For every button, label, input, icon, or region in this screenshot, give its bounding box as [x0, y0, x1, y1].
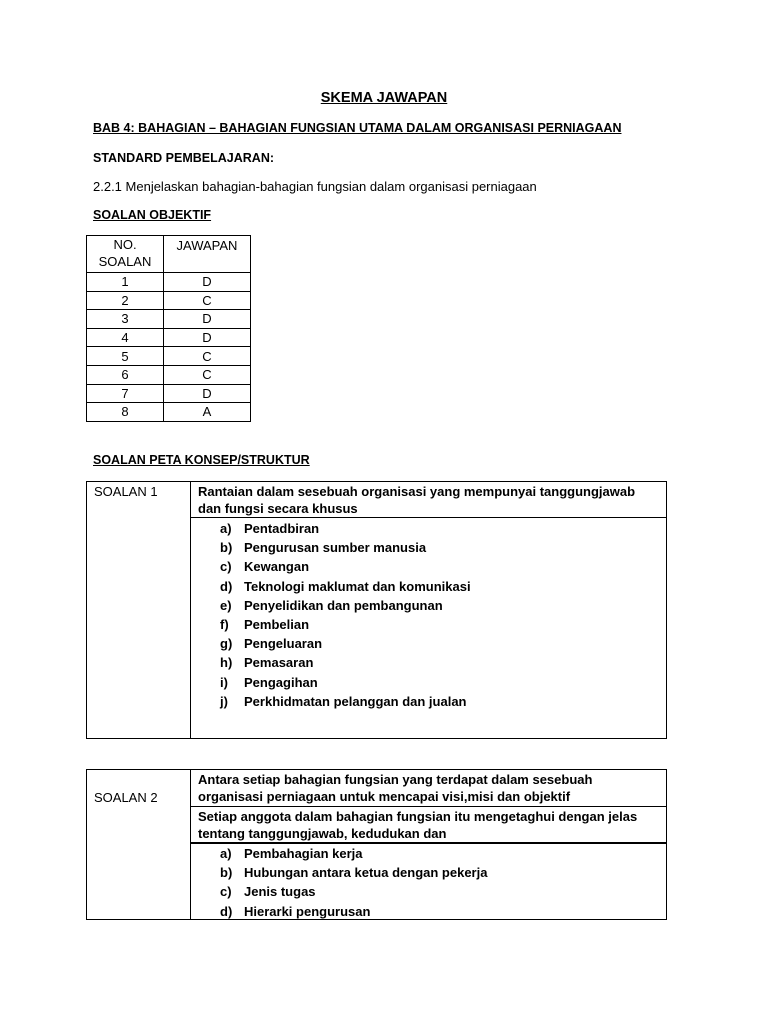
list-item	[198, 519, 471, 538]
item-marker: b)	[220, 865, 233, 881]
row-no: 8	[87, 403, 164, 422]
list-item	[198, 615, 471, 634]
item-text: Kewangan	[244, 559, 310, 575]
row-no: 5	[87, 347, 164, 366]
item-text: Pengagihan	[244, 674, 318, 690]
question-2-answer-list	[198, 844, 487, 921]
standard-item: 2.2.1 Menjelaskan bahagian-bahagian fungsian dalam organisasi perniagaan	[93, 179, 537, 194]
list-item	[198, 557, 471, 576]
objective-heading: SOALAN OBJEKTIF	[93, 208, 212, 222]
item-text: Perkhidmatan pelanggan dan jualan	[244, 693, 467, 709]
item-marker: d)	[220, 578, 233, 594]
table-row	[87, 328, 251, 347]
row-no: 3	[87, 310, 164, 329]
list-item	[198, 882, 487, 901]
question-2-text-1: Antara setiap bahagian fungsian yang terdapat dalam sesebuah organisasi perniagaan untuk mencapai visi,misi dan objektif	[198, 772, 593, 804]
item-text: Pentadbiran	[244, 521, 320, 536]
item-marker: g)	[220, 636, 233, 652]
question-1-box	[86, 481, 667, 739]
row-answer: C	[164, 291, 251, 310]
question-1-label-column	[87, 482, 191, 738]
item-marker: a)	[220, 521, 232, 536]
table-row	[87, 403, 251, 422]
table-row	[87, 365, 251, 384]
list-item	[198, 634, 471, 653]
col-header-no	[87, 236, 164, 273]
row-no: 2	[87, 291, 164, 310]
table-row	[87, 347, 251, 366]
list-item	[198, 653, 471, 672]
col-header-no-line1: NO.	[113, 237, 137, 252]
divider	[191, 806, 666, 807]
list-item	[198, 902, 487, 921]
col-header-no-line2: SOALAN	[98, 254, 152, 269]
item-marker: j)	[220, 693, 228, 709]
item-text: Penyelidikan dan pembangunan	[244, 597, 443, 613]
list-item	[198, 692, 471, 711]
row-no: 1	[87, 273, 164, 292]
row-answer: C	[164, 365, 251, 384]
question-2-label-column	[87, 770, 191, 919]
row-answer: D	[164, 328, 251, 347]
list-item	[198, 863, 487, 882]
table-row	[87, 384, 251, 403]
divider	[191, 517, 666, 518]
chapter-heading: BAB 4: BAHAGIAN – BAHAGIAN FUNGSIAN UTAMA DALAM ORGANISASI PERNIAGAAN	[93, 121, 622, 135]
table-row	[87, 291, 251, 310]
row-answer: D	[164, 384, 251, 403]
concept-map-heading: SOALAN PETA KONSEP/STRUKTUR	[93, 453, 310, 467]
question-1-answer-list	[198, 519, 471, 711]
item-text: Pembahagian kerja	[244, 846, 363, 861]
question-2-text-2: Setiap anggota dalam bahagian fungsian itu mengetaghui dengan jelas tentang tanggungjawab, kedudukan dan	[198, 809, 638, 841]
item-marker: h)	[220, 655, 233, 671]
item-text: Pembelian	[244, 616, 310, 632]
item-marker: b)	[220, 540, 233, 556]
item-text: Pengurusan sumber manusia	[244, 540, 427, 556]
row-no: 6	[87, 365, 164, 384]
objective-answer-table	[86, 235, 251, 422]
row-no: 7	[87, 384, 164, 403]
col-header-answer: JAWAPAN	[164, 236, 251, 273]
list-item	[198, 596, 471, 615]
standard-heading: STANDARD PEMBELAJARAN:	[93, 151, 275, 165]
row-answer: D	[164, 310, 251, 329]
item-marker: d)	[220, 903, 233, 919]
row-answer: D	[164, 273, 251, 292]
item-text: Hubungan antara ketua dengan pekerja	[244, 865, 488, 881]
list-item	[198, 577, 471, 596]
item-text: Teknologi maklumat dan komunikasi	[244, 578, 471, 594]
row-answer: C	[164, 347, 251, 366]
table-row	[87, 310, 251, 329]
table-row	[87, 273, 251, 292]
item-text: Jenis tugas	[244, 884, 316, 900]
item-marker: c)	[220, 559, 232, 575]
list-item	[198, 538, 471, 557]
question-2-box	[86, 769, 667, 920]
row-answer: A	[164, 403, 251, 422]
item-marker: e)	[220, 597, 232, 613]
item-marker: a)	[220, 846, 232, 861]
item-marker: c)	[220, 884, 232, 900]
question-1-text: Rantaian dalam sesebuah organisasi yang mempunyai tanggungjawab dan fungsi secara khusus	[198, 484, 636, 516]
question-2-label: SOALAN 2	[94, 790, 158, 805]
list-item	[198, 673, 471, 692]
list-item	[198, 844, 487, 863]
item-text: Hierarki pengurusan	[244, 903, 371, 919]
question-1-label: SOALAN 1	[94, 484, 158, 499]
item-text: Pengeluaran	[244, 636, 323, 652]
item-marker: f)	[220, 616, 229, 632]
row-no: 4	[87, 328, 164, 347]
item-marker: i)	[220, 674, 228, 690]
page-title: SKEMA JAWAPAN	[320, 90, 448, 106]
item-text: Pemasaran	[244, 655, 314, 671]
